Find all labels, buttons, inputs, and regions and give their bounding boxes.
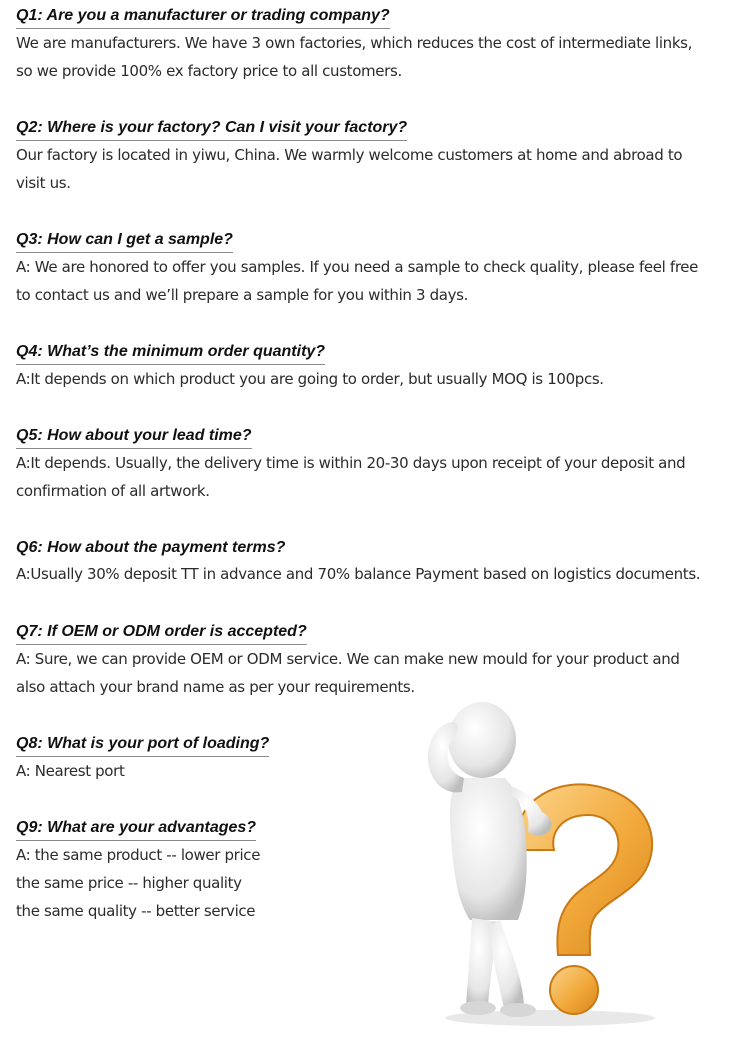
answer-line: the same price -- higher quality bbox=[16, 874, 242, 892]
faq-answer bbox=[16, 449, 685, 505]
faq-answer bbox=[16, 841, 260, 925]
faq-answer bbox=[16, 365, 604, 393]
answer-line: A: Nearest port bbox=[16, 762, 125, 780]
faq-item bbox=[16, 420, 685, 505]
faq-question: Q7: If OEM or ODM order is accepted? bbox=[16, 616, 307, 645]
answer-line: to contact us and we’ll prepare a sample for you within 3 days. bbox=[16, 286, 468, 304]
faq-answer bbox=[16, 757, 269, 785]
answer-line: A: Sure, we can provide OEM or ODM service. We can make new mould for your product and bbox=[16, 650, 680, 668]
faq-item bbox=[16, 616, 680, 701]
faq-item bbox=[16, 728, 269, 785]
answer-line: the same quality -- better service bbox=[16, 902, 256, 920]
faq-answer bbox=[16, 560, 700, 588]
answer-line: A:Usually 30% deposit TT in advance and 70% balance Payment based on logistics documents. bbox=[16, 565, 701, 583]
question-mark-figure-icon bbox=[400, 700, 690, 1030]
faq-question: Q1: Are you a manufacturer or trading company? bbox=[16, 0, 390, 29]
answer-line: visit us. bbox=[16, 174, 71, 192]
answer-line: so we provide 100% ex factory price to all customers. bbox=[16, 62, 402, 80]
faq-answer bbox=[16, 645, 680, 701]
answer-line: A:It depends on which product you are going to order, but usually MOQ is 100pcs. bbox=[16, 370, 604, 388]
faq-question: Q2: Where is your factory? Can I visit your factory? bbox=[16, 112, 407, 141]
faq-item bbox=[16, 336, 604, 393]
faq-answer bbox=[16, 253, 698, 309]
faq-question: Q4: What’s the minimum order quantity? bbox=[16, 336, 325, 365]
answer-line: Our factory is located in yiwu, China. We warmly welcome customers at home and abroad to bbox=[16, 146, 683, 164]
faq-item bbox=[16, 812, 260, 925]
faq-item bbox=[16, 532, 700, 588]
faq-answer bbox=[16, 141, 682, 197]
faq-question: Q5: How about your lead time? bbox=[16, 420, 252, 449]
answer-line: We are manufacturers. We have 3 own factories, which reduces the cost of intermediate links, bbox=[16, 34, 693, 52]
faq-answer bbox=[16, 29, 692, 85]
faq-question: Q6: How about the payment terms? bbox=[16, 539, 286, 556]
answer-line: A: the same product -- lower price bbox=[16, 846, 261, 864]
faq-item bbox=[16, 0, 692, 85]
answer-line: A:It depends. Usually, the delivery time is within 20-30 days upon receipt of your deposit and bbox=[16, 454, 686, 472]
answer-line: also attach your brand name as per your requirements. bbox=[16, 678, 415, 696]
faq-question: Q9: What are your advantages? bbox=[16, 812, 256, 841]
faq-item bbox=[16, 224, 698, 309]
faq-item bbox=[16, 112, 682, 197]
faq-question: Q3: How can I get a sample? bbox=[16, 224, 233, 253]
answer-line: confirmation of all artwork. bbox=[16, 482, 210, 500]
thinking-figure-illustration bbox=[400, 700, 690, 1030]
faq-question: Q8: What is your port of loading? bbox=[16, 728, 269, 757]
answer-line: A: We are honored to offer you samples. If you need a sample to check quality, please feel free bbox=[16, 258, 699, 276]
